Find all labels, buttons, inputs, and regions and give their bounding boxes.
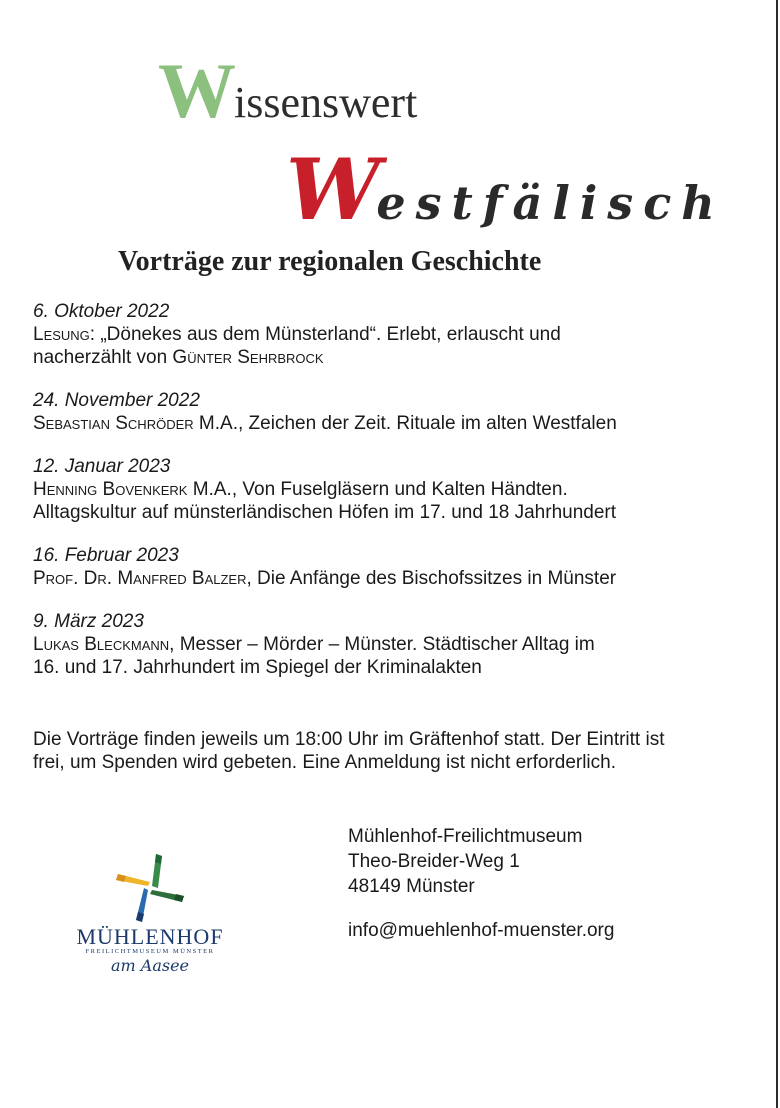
event-speaker: Lukas Bleckmann [33, 634, 170, 655]
script-rest: estfälisch [376, 176, 725, 230]
event-date: 6. Oktober 2022 [33, 301, 170, 322]
logo-subtitle: FREILICHTMUSEUM MÜNSTER [85, 948, 215, 955]
address-line: Mühlenhof-Freilichtmuseum [348, 826, 583, 847]
museum-logo [60, 850, 240, 980]
event-speaker: Sebastian Schröder [33, 413, 194, 434]
event-description [33, 567, 733, 590]
subtitle: Vorträge zur regionalen Geschichte [118, 246, 542, 277]
event-title: , Die Anfänge des Bischofssitzes in Münster [246, 568, 617, 589]
event-speaker: Günter Sehrbrock [172, 347, 324, 368]
event-description [33, 478, 733, 524]
event-title: M.A., Von Fuselgläsern und Kalten Händten. [187, 479, 568, 500]
address-line: 48149 Münster [348, 876, 475, 897]
logo-name: MÜHLENHOF [76, 924, 224, 949]
script-title [286, 140, 725, 239]
header-title [158, 47, 418, 134]
event-title-cont: 16. und 17. Jahrhundert im Spiegel der Kriminalakten [33, 657, 482, 678]
event-speaker: Prof. Dr. Manfred Balzer [33, 568, 247, 589]
address-line: Theo-Breider-Weg 1 [348, 851, 520, 872]
event-date: 16. Februar 2023 [33, 545, 179, 566]
event-title: , Messer – Mörder – Münster. Städtischer Alltag im [169, 634, 595, 655]
email-address[interactable]: info@muehlenhof-muenster.org [348, 920, 615, 941]
title-rest: issenswert [234, 78, 418, 127]
event-item [33, 389, 733, 435]
event-date: 24. November 2022 [33, 390, 200, 411]
event-date: 12. Januar 2023 [33, 456, 171, 477]
event-item [33, 455, 733, 524]
page-edge-line [776, 0, 778, 1108]
event-item [33, 300, 733, 369]
event-speaker: Henning Bovenkerk [33, 479, 188, 500]
logo-tagline: am Aasee [110, 956, 190, 975]
event-title-cont: nacherzählt von [33, 347, 173, 368]
event-title: : „Dönekes aus dem Münsterland“. Erlebt, erlauscht und [89, 324, 561, 345]
event-title-cont: Alltagskultur auf münsterländischen Höfen im 17. und 18 Jahrhundert [33, 502, 617, 523]
event-item [33, 544, 733, 590]
event-list [33, 300, 733, 699]
event-description [33, 412, 733, 435]
windmill-sails-icon [112, 850, 188, 926]
address-block [348, 824, 582, 899]
title-initial: W [158, 47, 234, 134]
event-description [33, 323, 733, 369]
event-item [33, 610, 733, 679]
info-note: Die Vorträge finden jeweils um 18:00 Uhr im Gräftenhof statt. Der Eintritt ist frei, um Spenden wird gebeten. Eine Anmeldung ist nicht erforderlich. [33, 729, 665, 773]
event-description [33, 633, 733, 679]
event-type: Lesung [33, 324, 90, 345]
event-date: 9. März 2023 [33, 611, 144, 632]
event-title: M.A., Zeichen der Zeit. Rituale im alten Westfalen [193, 413, 617, 434]
script-initial: W [286, 140, 377, 239]
